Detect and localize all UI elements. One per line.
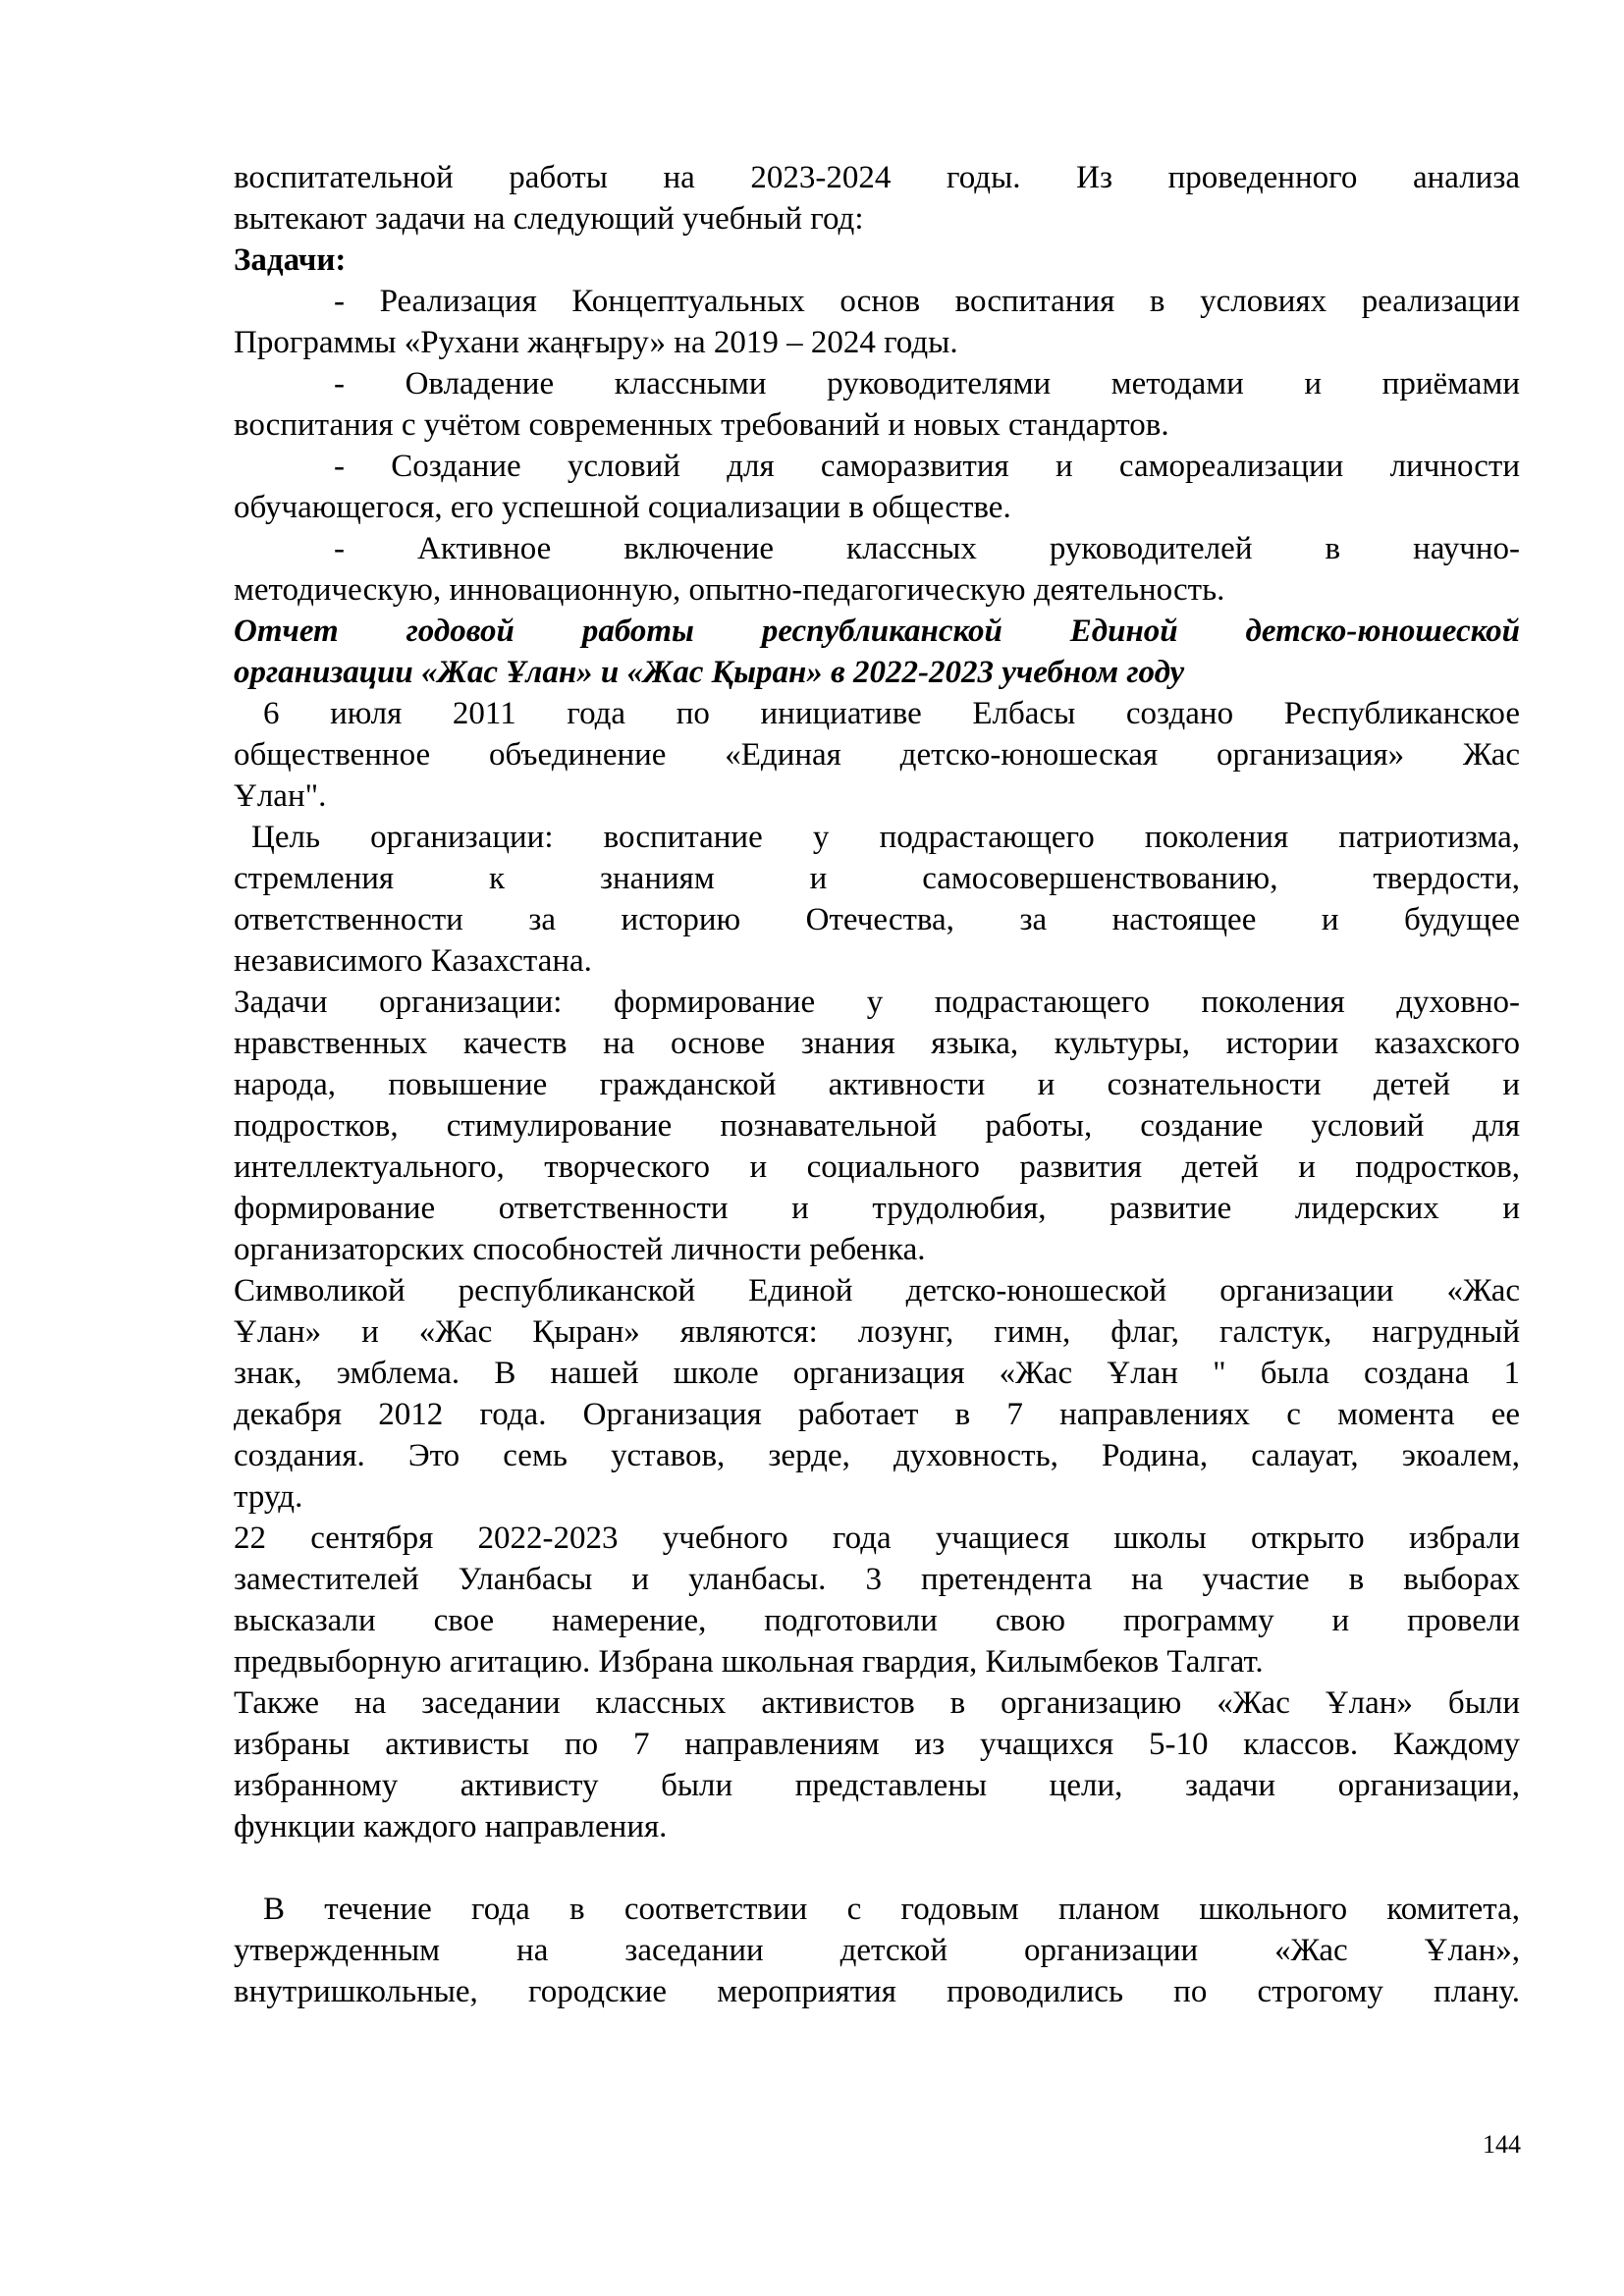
text-line: создания. Это семь уставов, зерде, духовность, Родина, салауат, экоалем, <box>234 1438 1520 1473</box>
text-line: вытекают задачи на следующий учебный год: <box>234 201 864 237</box>
text-line: утвержденным на заседании детской организации «Жас Ұлан», <box>234 1933 1520 1968</box>
text-line: общественное объединение «Единая детско-юношеская организация» Жас <box>234 737 1520 773</box>
text-line: 22 сентября 2022-2023 учебного года учащиеся школы открыто избрали <box>234 1521 1520 1556</box>
text-line: независимого Казахстана. <box>234 943 592 979</box>
text-line: - Активное включение классных руководителей в научно- <box>334 531 1520 566</box>
task-item <box>234 446 1520 528</box>
text-line: внутришкольные, городские мероприятия проводились по строгому плану. <box>234 1974 1520 2009</box>
text-line: избранному активисту были представлены цели, задачи организации, <box>234 1768 1520 1803</box>
text-line: обучающегося, его успешной социализации в обществе. <box>234 490 1011 525</box>
text-line: Программы «Рухани жаңғыру» на 2019 – 2024 годы. <box>234 325 958 360</box>
text-line: ответственности за историю Отечества, за настоящее и будущее <box>234 902 1520 937</box>
text-line: предвыборную агитацию. Избрана школьная гвардия, Килымбеков Талгат. <box>234 1644 1264 1680</box>
tasks-heading: Задачи: <box>234 242 347 278</box>
blank-line <box>234 1847 1520 1889</box>
text-line: декабря 2012 года. Организация работает в 7 направлениях с момента ее <box>234 1397 1520 1432</box>
text-line: В течение года в соответствии с годовым планом школьного комитета, <box>263 1892 1520 1927</box>
text-line: методическую, инновационную, опытно-педагогическую деятельность. <box>234 572 1225 608</box>
text-line: подростков, стимулирование познавательной работы, создание условий для <box>234 1108 1520 1144</box>
text-line: заместителей Уланбасы и уланбасы. 3 претендента на участие в выборах <box>234 1562 1520 1597</box>
founding-paragraph <box>234 693 1520 817</box>
heading-line: Отчет годовой работы республиканской Единой детско-юношеской <box>234 614 1520 649</box>
text-line: - Реализация Концептуальных основ воспитания в условиях реализации <box>334 284 1520 319</box>
page-number: 144 <box>1483 2130 1521 2159</box>
symbols-paragraph <box>234 1270 1520 1518</box>
text-line: нравственных качеств на основе знания языка, культуры, истории казахского <box>234 1026 1520 1061</box>
task-item <box>234 363 1520 446</box>
text-line: народа, повышение гражданской активности и сознательности детей и <box>234 1067 1520 1102</box>
task-item <box>234 281 1520 363</box>
text-line: организаторских способностей личности ребенка. <box>234 1232 926 1267</box>
text-line: стремления к знаниям и самосовершенствованию, твердости, <box>234 861 1520 896</box>
text-line: высказали свое намерение, подготовили свою программу и провели <box>234 1603 1520 1638</box>
text-line: Задачи организации: формирование у подрастающего поколения духовно- <box>234 985 1520 1020</box>
intro-paragraph <box>234 157 1520 240</box>
heading-line: организации «Жас Ұлан» и «Жас Қыран» в 2022-2023 учебном году <box>234 655 1185 690</box>
text-line: избраны активисты по 7 направлениям из учащихся 5-10 классов. Каждому <box>234 1727 1520 1762</box>
text-line: Ұлан» и «Жас Қыран» являются: лозунг, гимн, флаг, галстук, нагрудный <box>234 1314 1520 1350</box>
text-line: 6 июля 2011 года по инициативе Елбасы создано Республиканское <box>263 696 1520 731</box>
text-line: - Овладение классными руководителями методами и приёмами <box>334 366 1520 401</box>
task-item <box>234 528 1520 611</box>
text-line: формирование ответственности и трудолюбия, развитие лидерских и <box>234 1191 1520 1226</box>
text-line: Цель организации: воспитание у подрастающего поколения патриотизма, <box>251 820 1520 855</box>
text-line: знак, эмблема. В нашей школе организация «Жас Ұлан " была создана 1 <box>234 1356 1520 1391</box>
text-line: воспитательной работы на 2023-2024 годы. Из проведенного анализа <box>234 160 1520 195</box>
text-line: - Создание условий для саморазвития и самореализации личности <box>334 449 1520 484</box>
text-line: Ұлан". <box>234 778 327 814</box>
activists-paragraph <box>234 1682 1520 1847</box>
plan-paragraph <box>234 1889 1520 2012</box>
goal-paragraph <box>234 817 1520 982</box>
text-line: труд. <box>234 1479 303 1515</box>
text-line: Символикой республиканской Единой детско-юношеской организации «Жас <box>234 1273 1520 1308</box>
report-heading <box>234 611 1520 693</box>
text-line: интеллектуального, творческого и социального развития детей и подростков, <box>234 1149 1520 1185</box>
objectives-paragraph <box>234 982 1520 1270</box>
text-line: воспитания с учётом современных требований и новых стандартов. <box>234 407 1169 443</box>
elections-paragraph <box>234 1518 1520 1682</box>
text-line: Также на заседании классных активистов в организацию «Жас Ұлан» были <box>234 1685 1520 1721</box>
text-line: функции каждого направления. <box>234 1809 668 1844</box>
document-page <box>234 157 1520 2012</box>
